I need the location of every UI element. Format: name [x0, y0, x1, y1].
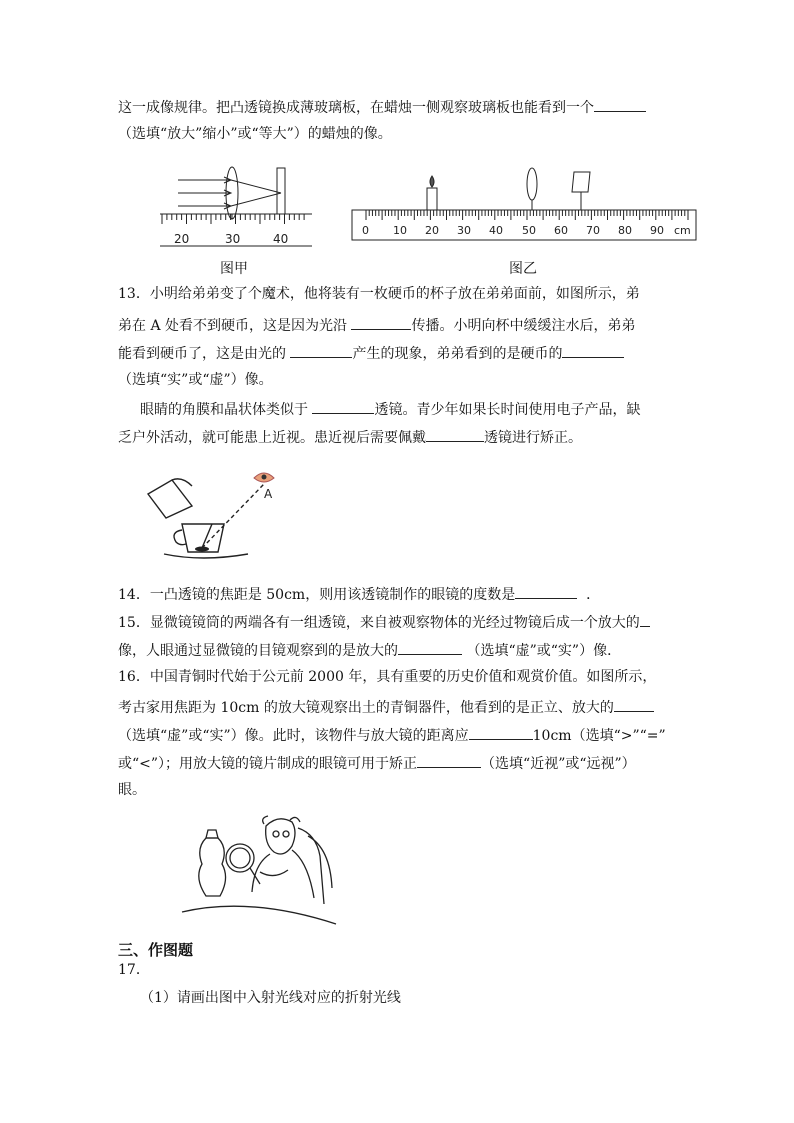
archaeologist-figure	[180, 808, 338, 928]
tick-label: 10	[393, 224, 407, 237]
tick-label: 50	[522, 224, 536, 237]
q13-line-3: 能看到硬币了，这是由光的 产生的现象，弟弟看到的是硬币的	[118, 342, 678, 364]
tick-label: 30	[457, 224, 471, 237]
tick-label: 60	[554, 224, 568, 237]
answer-blank[interactable]	[594, 96, 646, 112]
answer-blank[interactable]	[290, 342, 352, 358]
q13-line-5: 眼睛的角膜和晶状体类似于 透镜。青少年如果长时间使用电子产品，缺	[140, 398, 700, 420]
q16-line-2: 考古家用焦距为 10cm 的放大镜观察出土的青铜器件，他看到的是正立、放大的	[118, 696, 678, 718]
answer-blank[interactable]	[640, 611, 650, 627]
q12-line-1: 这一成像规律。把凸透镜换成薄玻璃板，在蜡烛一侧观察玻璃板也能看到一个	[118, 96, 678, 118]
tick-label: 80	[618, 224, 632, 237]
unit-label: cm	[674, 224, 691, 237]
tick-label: 40	[273, 232, 289, 246]
tick-label: 20	[425, 224, 439, 237]
tick-label: 30	[225, 232, 241, 246]
answer-blank[interactable]	[469, 724, 533, 740]
q16-line-5: 眼。	[118, 782, 146, 798]
caption-jia: 图甲	[220, 261, 248, 277]
q13-line-2: 弟在 A 处看不到硬币，这是因为光沿 传播。小明向杯中缓缓注水后，弟弟	[118, 314, 678, 336]
q15-line-2: 像，人眼通过显微镜的目镜观察到的是放大的 （选填“虚”或“实”）像．	[118, 639, 678, 661]
q14-line: 14．一凸透镜的焦距是 50cm，则用该透镜制作的眼镜的度数是 ．	[118, 583, 678, 605]
q17-number: 17．	[118, 962, 150, 978]
caption-yi: 图乙	[509, 261, 537, 277]
q13-line-6: 乏户外活动，就可能患上近视。患近视后需要佩戴 透镜进行矫正。	[118, 426, 678, 448]
tick-label: 0	[362, 224, 369, 237]
figure-jia	[156, 160, 316, 250]
answer-blank[interactable]	[398, 639, 462, 655]
answer-blank[interactable]	[614, 696, 654, 712]
tick-label: 70	[586, 224, 600, 237]
tick-label: 20	[174, 232, 190, 246]
answer-blank[interactable]	[515, 583, 577, 599]
q16-line-1: 16．中国青铜时代始于公元前 2000 年，具有重要的历史价值和观赏价值。如图所示，	[118, 669, 657, 685]
answer-blank[interactable]	[417, 752, 481, 768]
q16-line-3: （选填“虚”或“实”）像。此时，该物件与放大镜的距离应 10cm（选填“>”“=”	[118, 724, 678, 746]
answer-blank[interactable]	[562, 342, 624, 358]
q12-line-2: （选填“放大”缩小”或“等大”）的蜡烛的像。	[118, 126, 392, 142]
answer-blank[interactable]	[426, 426, 484, 442]
figure-yi	[350, 166, 700, 246]
answer-blank[interactable]	[312, 398, 374, 414]
section-3-title: 三、作图题	[118, 941, 194, 959]
q16-line-4: 或“<”）；用放大镜的镜片制成的眼镜可用于矫正 （选填“近视”或“远视”）	[118, 752, 678, 774]
q15-line-1: 15．显微镜镜筒的两端各有一组透镜，来自被观察物体的光经过物镜后成一个放大的	[118, 611, 678, 633]
answer-blank[interactable]	[351, 314, 411, 330]
cup-coin-figure	[136, 456, 286, 566]
label-a: A	[264, 487, 273, 501]
tick-label: 40	[489, 224, 503, 237]
q13-line-4: （选填“实”或“虚”）像。	[118, 372, 273, 388]
tick-label: 90	[650, 224, 664, 237]
q13-line-1: 13．小明给弟弟变了个魔术，他将装有一枚硬币的杯子放在弟弟面前，如图所示，弟	[118, 286, 640, 302]
q17-part-1: （1）请画出图中入射光线对应的折射光线	[140, 990, 401, 1006]
